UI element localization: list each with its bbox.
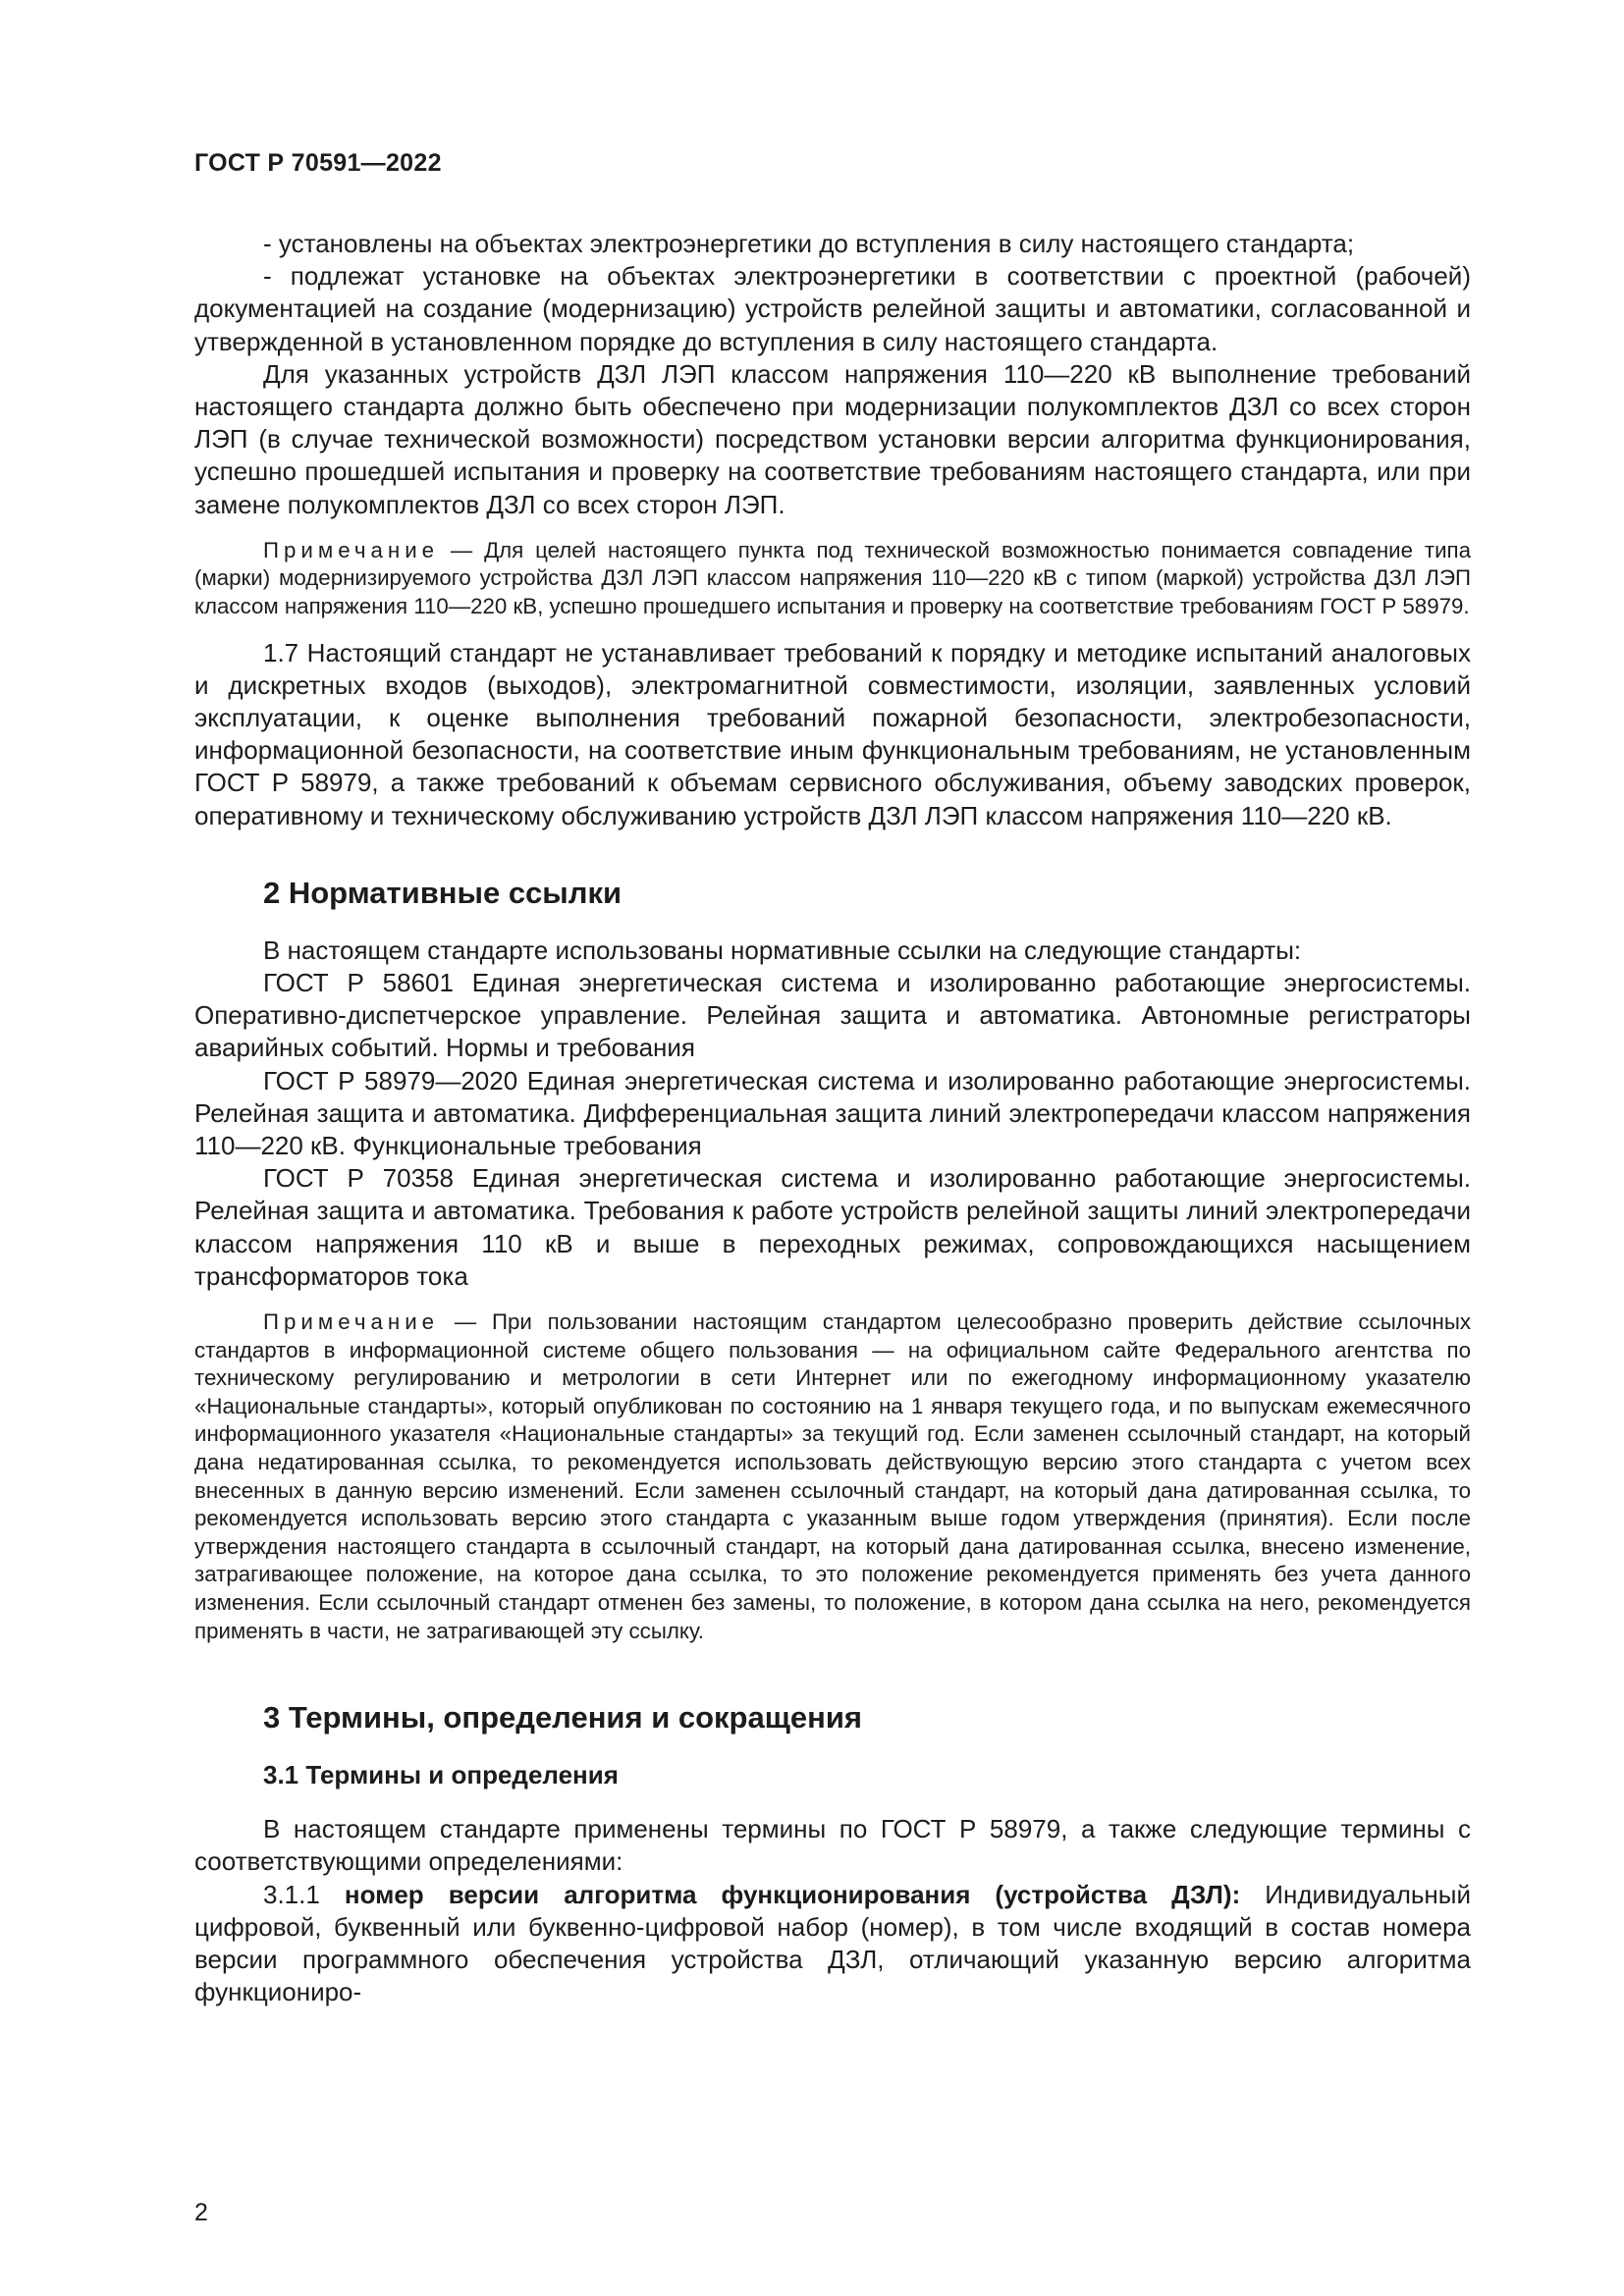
note-technical-possibility: [194, 537, 1471, 621]
term-definition-text: Индивидуальный цифровой, буквенный или буквенно-цифровой набор (номер), в том числе входящий в состав номера версии программного обеспечения устройства ДЗЛ, отличающий указанную версию алгоритма функциониро-: [194, 1879, 1471, 2007]
section-heading-terms: 3 Термины, определения и сокращения: [263, 1700, 862, 1735]
note-label: Примечание: [263, 1309, 440, 1335]
subsection-heading-terms-definitions: 3.1 Термины и определения: [263, 1760, 619, 1790]
paragraph-references-intro: В настоящем стандарте использованы нормативные ссылки на следующие стандарты:: [263, 934, 1302, 965]
paragraph-modernization: Для указанных устройств ДЗЛ ЛЭП классом напряжения 110—220 кВ выполнение требований настоящего стандарта должно быть обеспечено при модернизации полукомплектов ДЗЛ со всех сторон ЛЭП (в случае технической возможности) посредством установки версии алгоритма функционирования, успешно прошедшей испытания и проверку на соответствие требованиям настоящего стандарта, или при замене полукомплектов ДЗЛ со всех сторон ЛЭП.: [194, 358, 1471, 519]
document-code-header: ГОСТ Р 70591—2022: [194, 149, 442, 177]
section-heading-normative-references: 2 Нормативные ссылки: [263, 875, 623, 910]
note-text: — При пользовании настоящим стандартом целесообразно проверить действие ссылочных стандартов в информационной системе общего пользования — на официальном сайте Федерального агентства по техническому регулированию и метрологии в сети Интернет или по ежегодному информационному указателю «Национальные стандарты», который опубликован по состоянию на 1 января текущего года, и по выпускам ежемесячного информационного указателя «Национальные стандарты» за текущий год. Если заменен ссылочный стандарт, на который дана недатированная ссылка, то рекомендуется использовать действующую версию этого стандарта с учетом всех внесенных в данную версию изменений. Если заменен ссылочный стандарт, на который дана датированная ссылка, то рекомендуется использовать версию этого стандарта с указанным выше годом утверждения (принятия). Если после утверждения настоящего стандарта в ссылочный стандарт, на который дана датированная ссылка, внесено изменение, затрагивающее положение, на которое дана ссылка, то это положение рекомендуется применять без учета данного изменения. Если ссылочный стандарт отменен без замены, то положение, в котором дана ссылка на него, рекомендуется применять в части, не затрагивающей эту ссылку.: [194, 1309, 1471, 1643]
term-definition-3-1-1: [194, 1879, 1471, 2009]
list-item: - установлены на объектах электроэнергетики до вступления в силу настоящего стандарта;: [263, 229, 1355, 258]
reference-item: ГОСТ Р 58979—2020 Единая энергетическая система и изолированно работающие энергосистемы. Релейная защита и автоматика. Дифференциальная защита линий электропередачи классом напряжения 110—220 кВ. Функциональные требования: [194, 1065, 1471, 1161]
reference-item: ГОСТ Р 58601 Единая энергетическая система и изолированно работающие энергосистемы. Оперативно-диспетчерское управление. Релейная защита и автоматика. Автономные регистраторы аварийных событий. Нормы и требования: [194, 968, 1471, 1063]
note-label: Примечание: [263, 537, 440, 562]
note-text: — Для целей настоящего пункта под технической возможностью понимается совпадение типа (марки) модернизируемого устройства ДЗЛ ЛЭП классом напряжения 110—220 кВ с типом (маркой) устройства ДЗЛ ЛЭП классом напряжения 110—220 кВ, успешно прошедшего испытания и проверку на соответствие требованиям ГОСТ Р 58979.: [194, 537, 1471, 619]
paragraph-terms-intro: В настоящем стандарте применены термины по ГОСТ Р 58979, а также следующие термины с соответствующими определениями:: [194, 1814, 1471, 1877]
list-item: - подлежат установке на объектах электроэнергетики в соответствии с проектной (рабочей) документацией на создание (модернизацию) устройств релейной защиты и автоматики, согласованной и утвержденной в установленном порядке до вступления в силу настоящего стандарта.: [194, 261, 1471, 356]
term-name: номер версии алгоритма функционирования (устройства ДЗЛ):: [344, 1879, 1241, 1909]
page-number: 2: [194, 2199, 208, 2226]
note-references: [194, 1308, 1471, 1645]
term-number: 3.1.1: [263, 1879, 345, 1909]
paragraph-1-7: 1.7 Настоящий стандарт не устанавливает требований к порядку и методике испытаний аналоговых и дискретных входов (выходов), электромагнитной совместимости, изоляции, заявленных условий эксплуатации, к оценке выполнения требований пожарной безопасности, электробезопасности, информационной безопасности, на соответствие иным функциональным требованиям, не установленным ГОСТ Р 58979, а также требований к объемам сервисного обслуживания, объему заводских проверок, оперативному и техническому обслуживанию устройств ДЗЛ ЛЭП классом напряжения 110—220 кВ.: [194, 637, 1471, 830]
reference-item: ГОСТ Р 70358 Единая энергетическая система и изолированно работающие энергосистемы. Релейная защита и автоматика. Требования к работе устройств релейной защиты линий электропередачи классом напряжения 110 кВ и выше в переходных режимах, сопровождающихся насыщением трансформаторов тока: [194, 1163, 1471, 1291]
document-body: [194, 228, 1471, 2008]
